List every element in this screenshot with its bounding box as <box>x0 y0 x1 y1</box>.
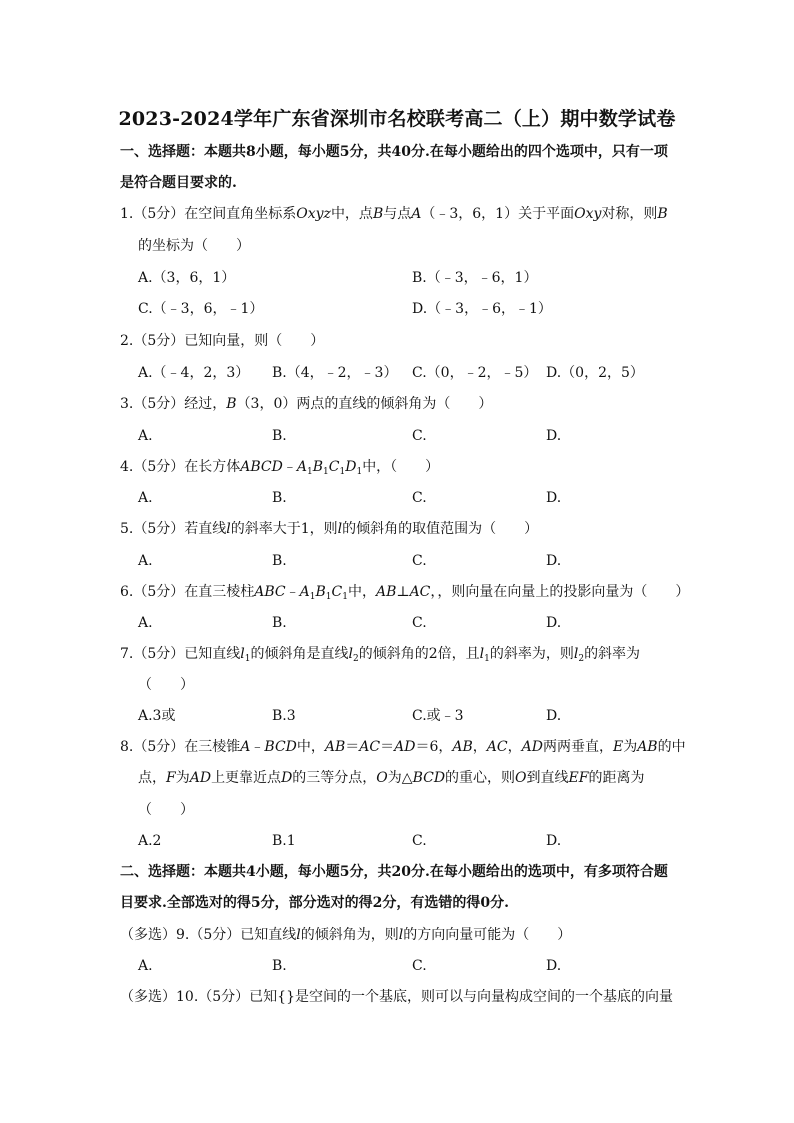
q4-option-c: C. <box>412 490 427 506</box>
question-1-continued: 的坐标为（ ） <box>138 238 250 254</box>
q5-option-c: C. <box>412 553 427 569</box>
q3-option-b: B. <box>272 428 287 444</box>
question-8-line2: 点，F为AD上更靠近点D的三等分点，O为△BCD的重心，则O到直线EF的距离为 <box>138 770 645 786</box>
q8-option-c: C. <box>412 833 427 849</box>
q2-option-c: C.（0，﹣2，﹣5） <box>412 365 538 381</box>
q6-option-a: A. <box>138 615 153 631</box>
q6-option-d: D. <box>546 615 562 631</box>
section1-heading-line1: 一、选择题：本题共8小题，每小题5分，共40分.在每小题给出的四个选项中，只有一项 <box>120 144 668 160</box>
q2-option-a: A.（﹣4，2，3） <box>138 365 250 381</box>
q1-option-c: C.（﹣3，6，﹣1） <box>138 301 264 317</box>
q8-option-b: B.1 <box>272 833 296 849</box>
q2-option-d: D.（0，2，5） <box>546 365 644 381</box>
section1-heading-line2: 是符合题目要求的. <box>120 175 237 191</box>
q4-option-a: A. <box>138 490 153 506</box>
question-3: 3.（5分）经过，B（3，0）两点的直线的倾斜角为（ ） <box>120 396 493 412</box>
question-10: （多选）10.（5分）已知{}是空间的一个基底，则可以与向量构成空间的一个基底的向量 <box>120 989 673 1005</box>
question-4: 4.（5分）在长方体$ABCD﹣A_1B_1C_1D_1$中，（ ） <box>120 459 440 477</box>
q8-option-a: A.2 <box>138 833 162 849</box>
q4-option-b: B. <box>272 490 287 506</box>
q5-option-b: B. <box>272 553 287 569</box>
question-5: 5.（5分）若直线l的斜率大于1，则l的倾斜角的取值范围为（ ） <box>120 521 539 537</box>
question-7-continued: （ ） <box>138 677 194 693</box>
q3-option-d: D. <box>546 428 562 444</box>
q9-option-a: A. <box>138 958 153 974</box>
section2-heading-line2: 目要求.全部选对的得5分，部分选对的得2分，有选错的得0分. <box>120 895 509 911</box>
question-9: （多选）9.（5分）已知直线l的倾斜角为，则l的方向向量可能为（ ） <box>120 927 572 943</box>
question-7: 7.（5分）已知直线$l_1$的倾斜角是直线$l_2$的倾斜角的2倍，且$l_1$的斜率为，则$l_2$的斜率为 <box>120 646 641 664</box>
q5-option-a: A. <box>138 553 153 569</box>
q8-option-d: D. <box>546 833 562 849</box>
q1-option-a: A.（3，6，1） <box>138 270 236 286</box>
question-6: 6.（5分）在直三棱柱$ABC﹣A_1B_1C_1$中，AB⊥AC，，则向量在向量上的投影向量为（ ） <box>120 584 690 602</box>
q9-option-d: D. <box>546 958 562 974</box>
question-2: 2.（5分）已知向量，则（ ） <box>120 333 325 349</box>
question-1: 1.（5分）在空间直角坐标系Oxyz中，点B与点A（﹣3，6，1）关于平面Oxy对称，则B <box>120 206 668 222</box>
q7-option-a: A.3或 <box>138 708 176 724</box>
q6-option-b: B. <box>272 615 287 631</box>
q2-option-b: B.（4，﹣2，﹣3） <box>272 365 398 381</box>
q7-option-d: D. <box>546 708 562 724</box>
q7-option-c: C.或﹣3 <box>412 708 464 724</box>
q9-option-b: B. <box>272 958 287 974</box>
question-8-continued: （ ） <box>138 802 194 818</box>
q4-option-d: D. <box>546 490 562 506</box>
q3-option-a: A. <box>138 428 153 444</box>
question-8: 8.（5分）在三棱锥A﹣BCD中，AB＝AC＝AD＝6，AB，AC，AD两两垂直，E为AB的中 <box>120 739 686 755</box>
q1-option-d: D.（﹣3，﹣6，﹣1） <box>412 301 552 317</box>
q3-option-c: C. <box>412 428 427 444</box>
q5-option-d: D. <box>546 553 562 569</box>
q1-option-b: B.（﹣3，﹣6，1） <box>412 270 538 286</box>
q7-option-b: B.3 <box>272 708 296 724</box>
q9-option-c: C. <box>412 958 427 974</box>
q6-option-c: C. <box>412 615 427 631</box>
section2-heading-line1: 二、选择题：本题共4小题，每小题5分，共20分.在每小题给出的选项中，有多项符合题 <box>120 864 668 880</box>
exam-title: 2023-2024学年广东省深圳市名校联考高二（上）期中数学试卷 <box>118 108 676 130</box>
